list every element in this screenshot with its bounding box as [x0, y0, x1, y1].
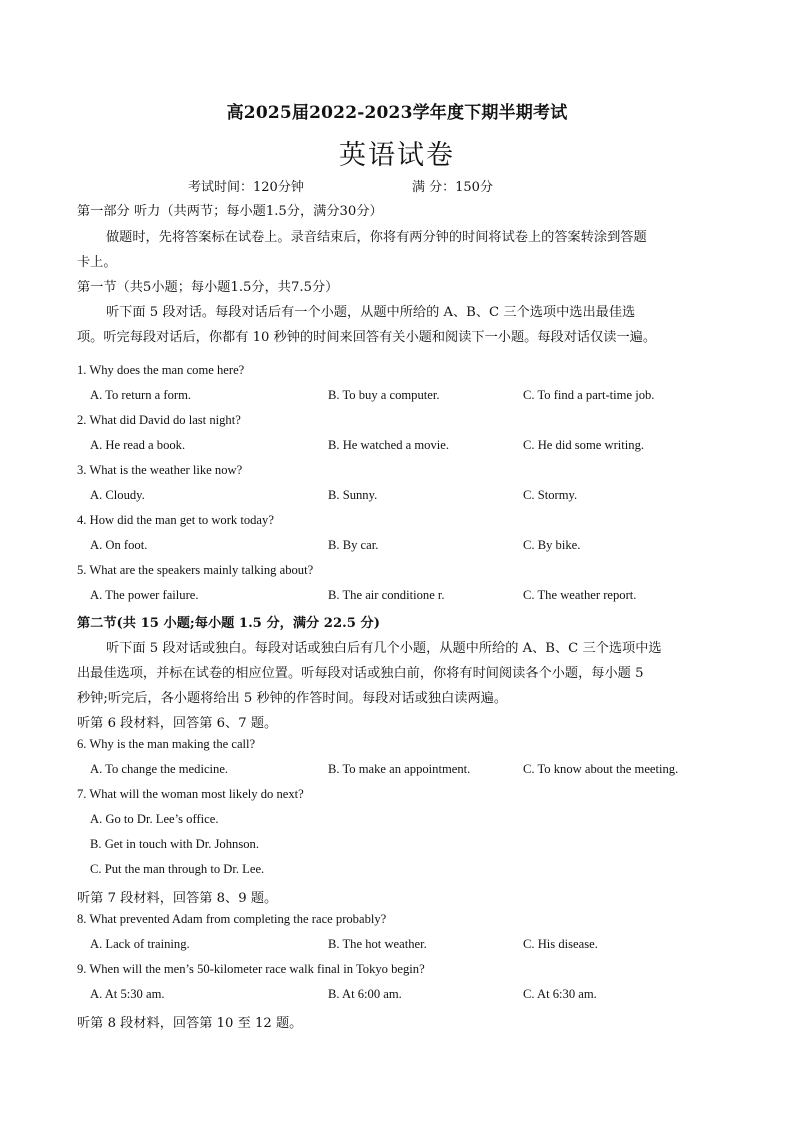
- question-8: 8. What prevented Adam from completing the race probably?: [77, 912, 387, 926]
- option-7b: B. Get in touch with Dr. Johnson.: [90, 837, 259, 851]
- option-6b: B. To make an appointment.: [328, 762, 471, 776]
- part1-instruction-cont: 卡上。: [77, 255, 117, 270]
- material-6-heading: 听第 6 段材料，回答第 6、7 题。: [77, 716, 278, 731]
- section2-instruction-cont2: 秒钟;听完后，各小题将给出 5 秒钟的作答时间。每段对话或独白读两遍。: [77, 691, 508, 706]
- option-6c: C. To know about the meeting.: [523, 762, 679, 776]
- option-9b: B. At 6:00 am.: [328, 987, 402, 1001]
- option-1a: A. To return a form.: [90, 388, 192, 402]
- question-3: 3. What is the weather like now?: [77, 463, 243, 477]
- option-7a: A. Go to Dr. Lee’s office.: [90, 812, 219, 826]
- option-1c: C. To find a part-time job.: [523, 388, 655, 402]
- question-2: 2. What did David do last night?: [77, 413, 241, 427]
- option-6a: A. To change the medicine.: [90, 762, 229, 776]
- option-2c: C. He did some writing.: [523, 438, 645, 452]
- option-3c: C. Stormy.: [523, 488, 578, 502]
- section2-heading: 第二节(共 15 小题;每小题 1.5 分，满分 22.5 分): [77, 616, 380, 631]
- section2-instruction: 听下面 5 段对话或独白。每段对话或独白后有几个小题，从题中所给的 A、B、C 三个选项中选: [106, 641, 662, 656]
- exam-time: 考试时间：120分钟: [188, 180, 304, 195]
- option-1b: B. To buy a computer.: [328, 388, 440, 402]
- option-8a: A. Lack of training.: [90, 937, 190, 951]
- option-5a: A. The power failure.: [90, 588, 199, 602]
- question-4: 4. How did the man get to work today?: [77, 513, 274, 527]
- material-7-heading: 听第 7 段材料，回答第 8、9 题。: [77, 891, 278, 906]
- option-8c: C. His disease.: [523, 937, 598, 951]
- exam-score: 满 分：150分: [412, 180, 493, 195]
- exam-title: 高2025届2022-2023学年度下期半期考试: [226, 103, 568, 123]
- option-3a: A. Cloudy.: [90, 488, 145, 502]
- option-3b: B. Sunny.: [328, 488, 378, 502]
- option-2b: B. He watched a movie.: [328, 438, 449, 452]
- section1-instruction-cont: 项。听完每段对话后，你都有 10 秒钟的时间来回答有关小题和阅读下一小题。每段对话仅读一遍。: [77, 330, 657, 345]
- material-8-heading: 听第 8 段材料，回答第 10 至 12 题。: [77, 1016, 303, 1031]
- section2-instruction-cont: 出最佳选项，并标在试卷的相应位置。听每段对话或独白前，你将有时间阅读各个小题，每小题 5: [77, 666, 644, 681]
- question-9: 9. When will the men’s 50-kilometer race walk final in Tokyo begin?: [77, 962, 425, 976]
- section1-instruction: 听下面 5 段对话。每段对话后有一个小题，从题中所给的 A、B、C 三个选项中选出最佳选: [106, 305, 636, 320]
- option-8b: B. The hot weather.: [328, 937, 427, 951]
- question-7: 7. What will the woman most likely do next?: [77, 787, 304, 801]
- option-5c: C. The weather report.: [523, 588, 637, 602]
- part1-instruction: 做题时，先将答案标在试卷上。录音结束后，你将有两分钟的时间将试卷上的答案转涂到答题: [106, 230, 647, 245]
- question-1: 1. Why does the man come here?: [77, 363, 245, 377]
- option-2a: A. He read a book.: [90, 438, 186, 452]
- question-6: 6. Why is the man making the call?: [77, 737, 256, 751]
- option-4a: A. On foot.: [90, 538, 148, 552]
- option-9a: A. At 5:30 am.: [90, 987, 165, 1001]
- option-4b: B. By car.: [328, 538, 379, 552]
- option-9c: C. At 6:30 am.: [523, 987, 597, 1001]
- option-5b: B. The air conditione r.: [328, 588, 445, 602]
- question-5: 5. What are the speakers mainly talking about?: [77, 563, 314, 577]
- section1-heading: 第一节（共5小题；每小题1.5分，共7.5分）: [77, 280, 339, 295]
- exam-subject: 英语试卷: [339, 140, 455, 171]
- option-7c: C. Put the man through to Dr. Lee.: [90, 862, 265, 876]
- option-4c: C. By bike.: [523, 538, 581, 552]
- part1-heading: 第一部分 听力（共两节；每小题1.5分，满分30分）: [77, 204, 383, 219]
